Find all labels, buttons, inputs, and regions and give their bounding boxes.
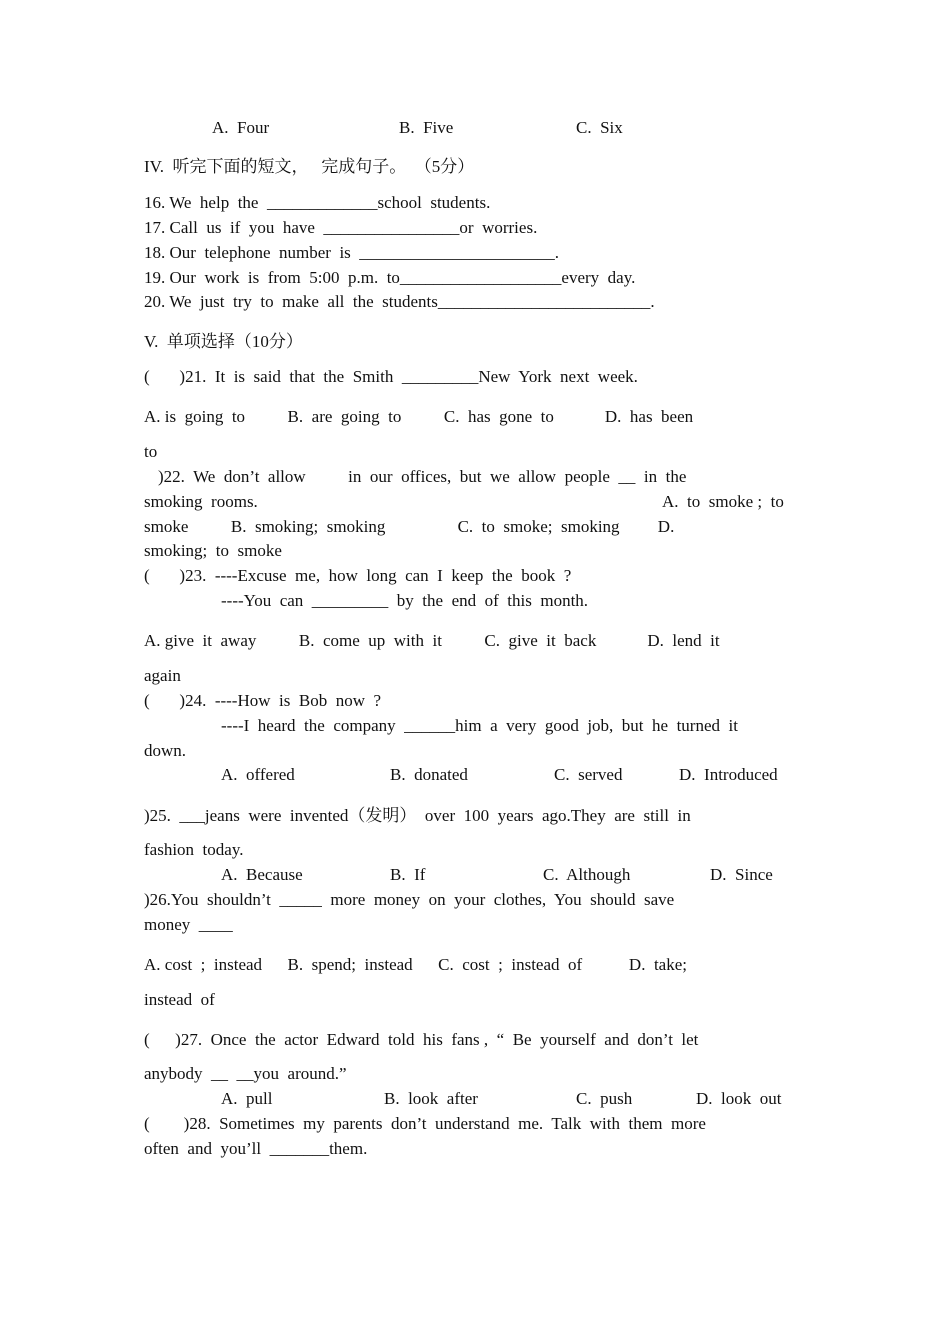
- q24-stem: ( )24. ----How is Bob now ?: [144, 691, 382, 710]
- q27-option-d: D. look out: [696, 1089, 782, 1108]
- q22-line1: )22. We don’t allow in our offices, but we allow people __ in the: [158, 467, 687, 486]
- q27-option-b: B. look after: [384, 1089, 478, 1108]
- q24-cont: down.: [144, 741, 187, 760]
- q24-option-b: B. donated: [390, 765, 468, 784]
- item-20: 20. We just try to make all the students_________________________.: [144, 292, 655, 311]
- q22-line3: smoke B. smoking; smoking C. to smoke; smoking D.: [144, 517, 675, 536]
- option-c: C. Six: [576, 118, 623, 137]
- q27-cont: anybody __ __you around.”: [144, 1064, 347, 1083]
- q25-option-a: A. Because: [221, 865, 303, 884]
- q24-option-c: C. served: [554, 765, 623, 784]
- option-a: A. Four: [212, 118, 270, 137]
- q21-stem: ( )21. It is said that the Smith _________New York next week.: [144, 367, 638, 386]
- q28-stem: ( )28. Sometimes my parents don’t understand me. Talk with them more: [144, 1114, 706, 1133]
- q25-option-c: C. Although: [543, 865, 631, 884]
- q22-line2a: smoking rooms.: [144, 492, 258, 511]
- item-19: 19. Our work is from 5:00 p.m. to___________________every day.: [144, 268, 636, 287]
- q26-cont: money ____: [144, 915, 233, 934]
- q25-stem: )25. ___jeans were invented（发明） over 100 years ago.They are still in: [144, 806, 691, 825]
- item-17: 17. Call us if you have ________________or worries.: [144, 218, 538, 237]
- q26-stem: )26.You shouldn’t _____ more money on your clothes, You should save: [144, 890, 675, 909]
- q25-cont: fashion today.: [144, 840, 244, 859]
- q28-cont: often and you’ll _______them.: [144, 1139, 368, 1158]
- q24-reply: ----I heard the company ______him a very good job, but he turned it: [221, 716, 738, 735]
- q23-cont: again: [144, 666, 181, 685]
- q23-options: A. give it away B. come up with it C. give it back D. lend it: [144, 631, 720, 650]
- q24-option-d: D. Introduced: [679, 765, 778, 784]
- q22-line2b: A. to smoke ; to: [662, 492, 784, 511]
- q27-option-c: C. push: [576, 1089, 633, 1108]
- q21-cont: to: [144, 442, 158, 461]
- q27-option-a: A. pull: [221, 1089, 273, 1108]
- q25-option-b: B. If: [390, 865, 426, 884]
- item-18: 18. Our telephone number is _______________________.: [144, 243, 560, 262]
- item-16: 16. We help the _____________school students.: [144, 193, 491, 212]
- section-4-heading: IV. 听完下面的短文， 完成句子。 （5分）: [144, 157, 475, 176]
- q22-line4: smoking; to smoke: [144, 541, 282, 560]
- q21-options: A. is going to B. are going to C. has gone to D. has been: [144, 407, 694, 426]
- q27-stem: ( )27. Once the actor Edward told his fans , “ Be yourself and don’t let: [144, 1030, 699, 1049]
- q25-option-d: D. Since: [710, 865, 773, 884]
- q23-stem: ( )23. ----Excuse me, how long can I keep the book ?: [144, 566, 572, 585]
- option-b: B. Five: [399, 118, 454, 137]
- q26-options: A. cost ; instead B. spend; instead C. cost ; instead of D. take;: [144, 955, 687, 974]
- q24-option-a: A. offered: [221, 765, 295, 784]
- q23-reply: ----You can _________ by the end of this month.: [221, 591, 589, 610]
- section-5-heading: V. 单项选择（10分）: [144, 332, 303, 351]
- q26-options-cont: instead of: [144, 990, 215, 1009]
